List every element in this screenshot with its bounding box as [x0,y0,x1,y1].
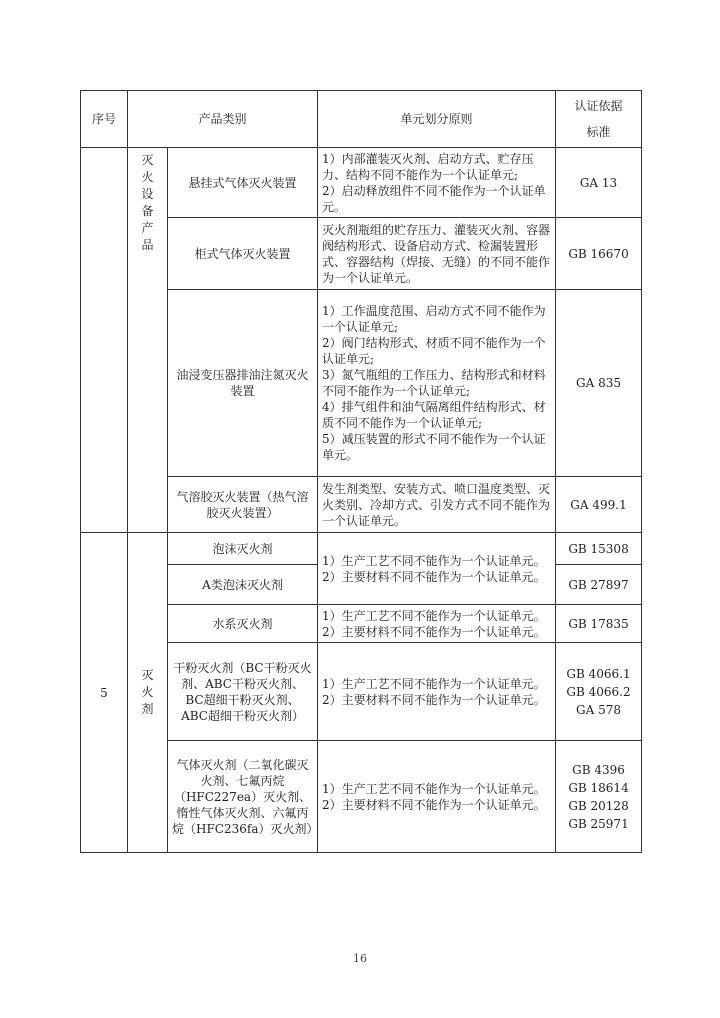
standard-code: GB 16670 [568,246,629,261]
category-char: 火 [141,685,154,699]
header-seq: 序号 [81,91,128,148]
standard-cell [556,741,642,853]
header-category: 产品类别 [128,91,318,148]
rule-line: 1）生产工艺不同不能作为一个认证单元。 [322,553,546,568]
standard-cell [556,565,642,605]
category-char: 设 [141,187,154,201]
category-char: 火 [141,170,154,184]
standard-cell [556,148,642,218]
product-name: 悬挂式气体灭火装置 [168,148,318,218]
standard-code: GB 15308 [568,541,629,556]
unit-rule [318,533,556,605]
rule-line: 1）生产工艺不同不能作为一个认证单元。 [322,781,546,796]
header-basis-line2: 标准 [586,125,611,139]
standard-code: GB 18614 [568,780,629,795]
standard-code: GB 4396 [572,762,625,777]
page-number: 16 [353,952,367,965]
standard-cell [556,477,642,533]
standard-cell [556,290,642,477]
category-char: 灭 [141,153,154,167]
category-char: 品 [141,238,154,252]
header-rule: 单元划分原则 [318,91,556,148]
rule-line: 灭火剂瓶组的贮存压力、灌装灭火剂、容器阀结构形式、设备启动方式、检漏装置形式、容器结构（焊接、无缝）的不同不能作为一个认证单元。 [322,222,551,285]
table-row [81,148,642,218]
product-name: 水系灭火剂 [168,605,318,643]
standard-code: GB 17835 [568,616,629,631]
standard-code: GA 499.1 [570,497,627,512]
standard-cell [556,605,642,643]
category-char: 产 [141,221,154,235]
certification-unit-table [80,90,642,853]
category-char: 灭 [141,668,154,682]
unit-rule [318,218,556,290]
group-agent-category [128,533,168,853]
product-name: A类泡沫灭火剂 [168,565,318,605]
product-name: 干粉灭火剂（BC干粉灭火剂、ABC干粉灭火剂、BC超细干粉灭火剂、ABC超细干粉灭火剂） [168,643,318,741]
standard-code: GB 4066.2 [566,684,631,699]
group-equipment-seq [81,148,128,533]
rule-line: 2）主要材料不同不能作为一个认证单元。 [322,797,546,812]
rule-line: 1）工作温度范围、启动方式不同不能作为一个认证单元; [322,304,546,334]
standard-cell [556,643,642,741]
product-name: 柜式气体灭火装置 [168,218,318,290]
rule-line: 2）阀门结构形式、材质不同不能作为一个认证单元; [322,336,546,366]
standard-code: GB 25971 [568,816,629,831]
unit-rule [318,148,556,218]
group-equipment-category [128,148,168,533]
unit-rule [318,605,556,643]
table-header-row [81,91,642,148]
category-char: 备 [141,204,154,218]
product-name: 油浸变压器排油注氮灭火装置 [168,290,318,477]
product-name: 气溶胶灭火装置（热气溶胶灭火装置） [168,477,318,533]
rule-line: 2）主要材料不同不能作为一个认证单元。 [322,569,546,584]
rule-line: 2）主要材料不同不能作为一个认证单元。 [322,624,546,639]
rule-line: 4）排气组件和油气隔离组件结构形式、材质不同不能作为一个认证单元; [322,400,546,430]
standard-code: GB 4066.1 [566,666,631,681]
standard-code: GA 13 [579,175,618,190]
standard-cell [556,533,642,565]
unit-rule [318,477,556,533]
rule-line: 1）内部灌装灭火剂、启动方式、贮存压力、结构不同不能作为一个认证单元; [322,151,534,182]
unit-rule [318,643,556,741]
group-agent-seq: 5 [81,533,128,853]
standard-code: GA 835 [576,376,621,390]
rule-line: 1）生产工艺不同不能作为一个认证单元。 [322,676,546,691]
standard-code: GB 20128 [568,798,629,813]
rule-line: 2）启动释放组件不同不能作为一个认证单元。 [322,183,546,214]
product-name: 泡沫灭火剂 [168,533,318,565]
standard-code: GB 27897 [568,577,629,592]
rule-line: 3）氮气瓶组的工作压力、结构形式和材料不同不能作为一个认证单元; [322,368,546,398]
standard-cell [556,218,642,290]
category-char: 剂 [141,702,154,716]
product-name: 气体灭火剂（二氧化碳灭火剂、七氟丙烷（HFC227ea）灭火剂、惰性气体灭火剂、六氟丙烷（HFC236fa）灭火剂） [168,741,318,853]
standard-code: GA 578 [576,702,621,717]
header-basis [556,91,642,148]
unit-rule [318,290,556,477]
unit-rule [318,741,556,853]
rule-line: 1）生产工艺不同不能作为一个认证单元。 [322,608,546,623]
header-basis-line1: 认证依据 [574,99,623,113]
rule-line: 发生剂类型、安装方式、喷口温度类型、灭火类别、冷却方式、引发方式不同不能作为一个认证单元。 [322,481,551,528]
rule-line: 2）主要材料不同不能作为一个认证单元。 [322,692,546,707]
table-row [81,533,642,565]
rule-line: 5）减压装置的形式不同不能作为一个认证单元。 [322,432,546,462]
